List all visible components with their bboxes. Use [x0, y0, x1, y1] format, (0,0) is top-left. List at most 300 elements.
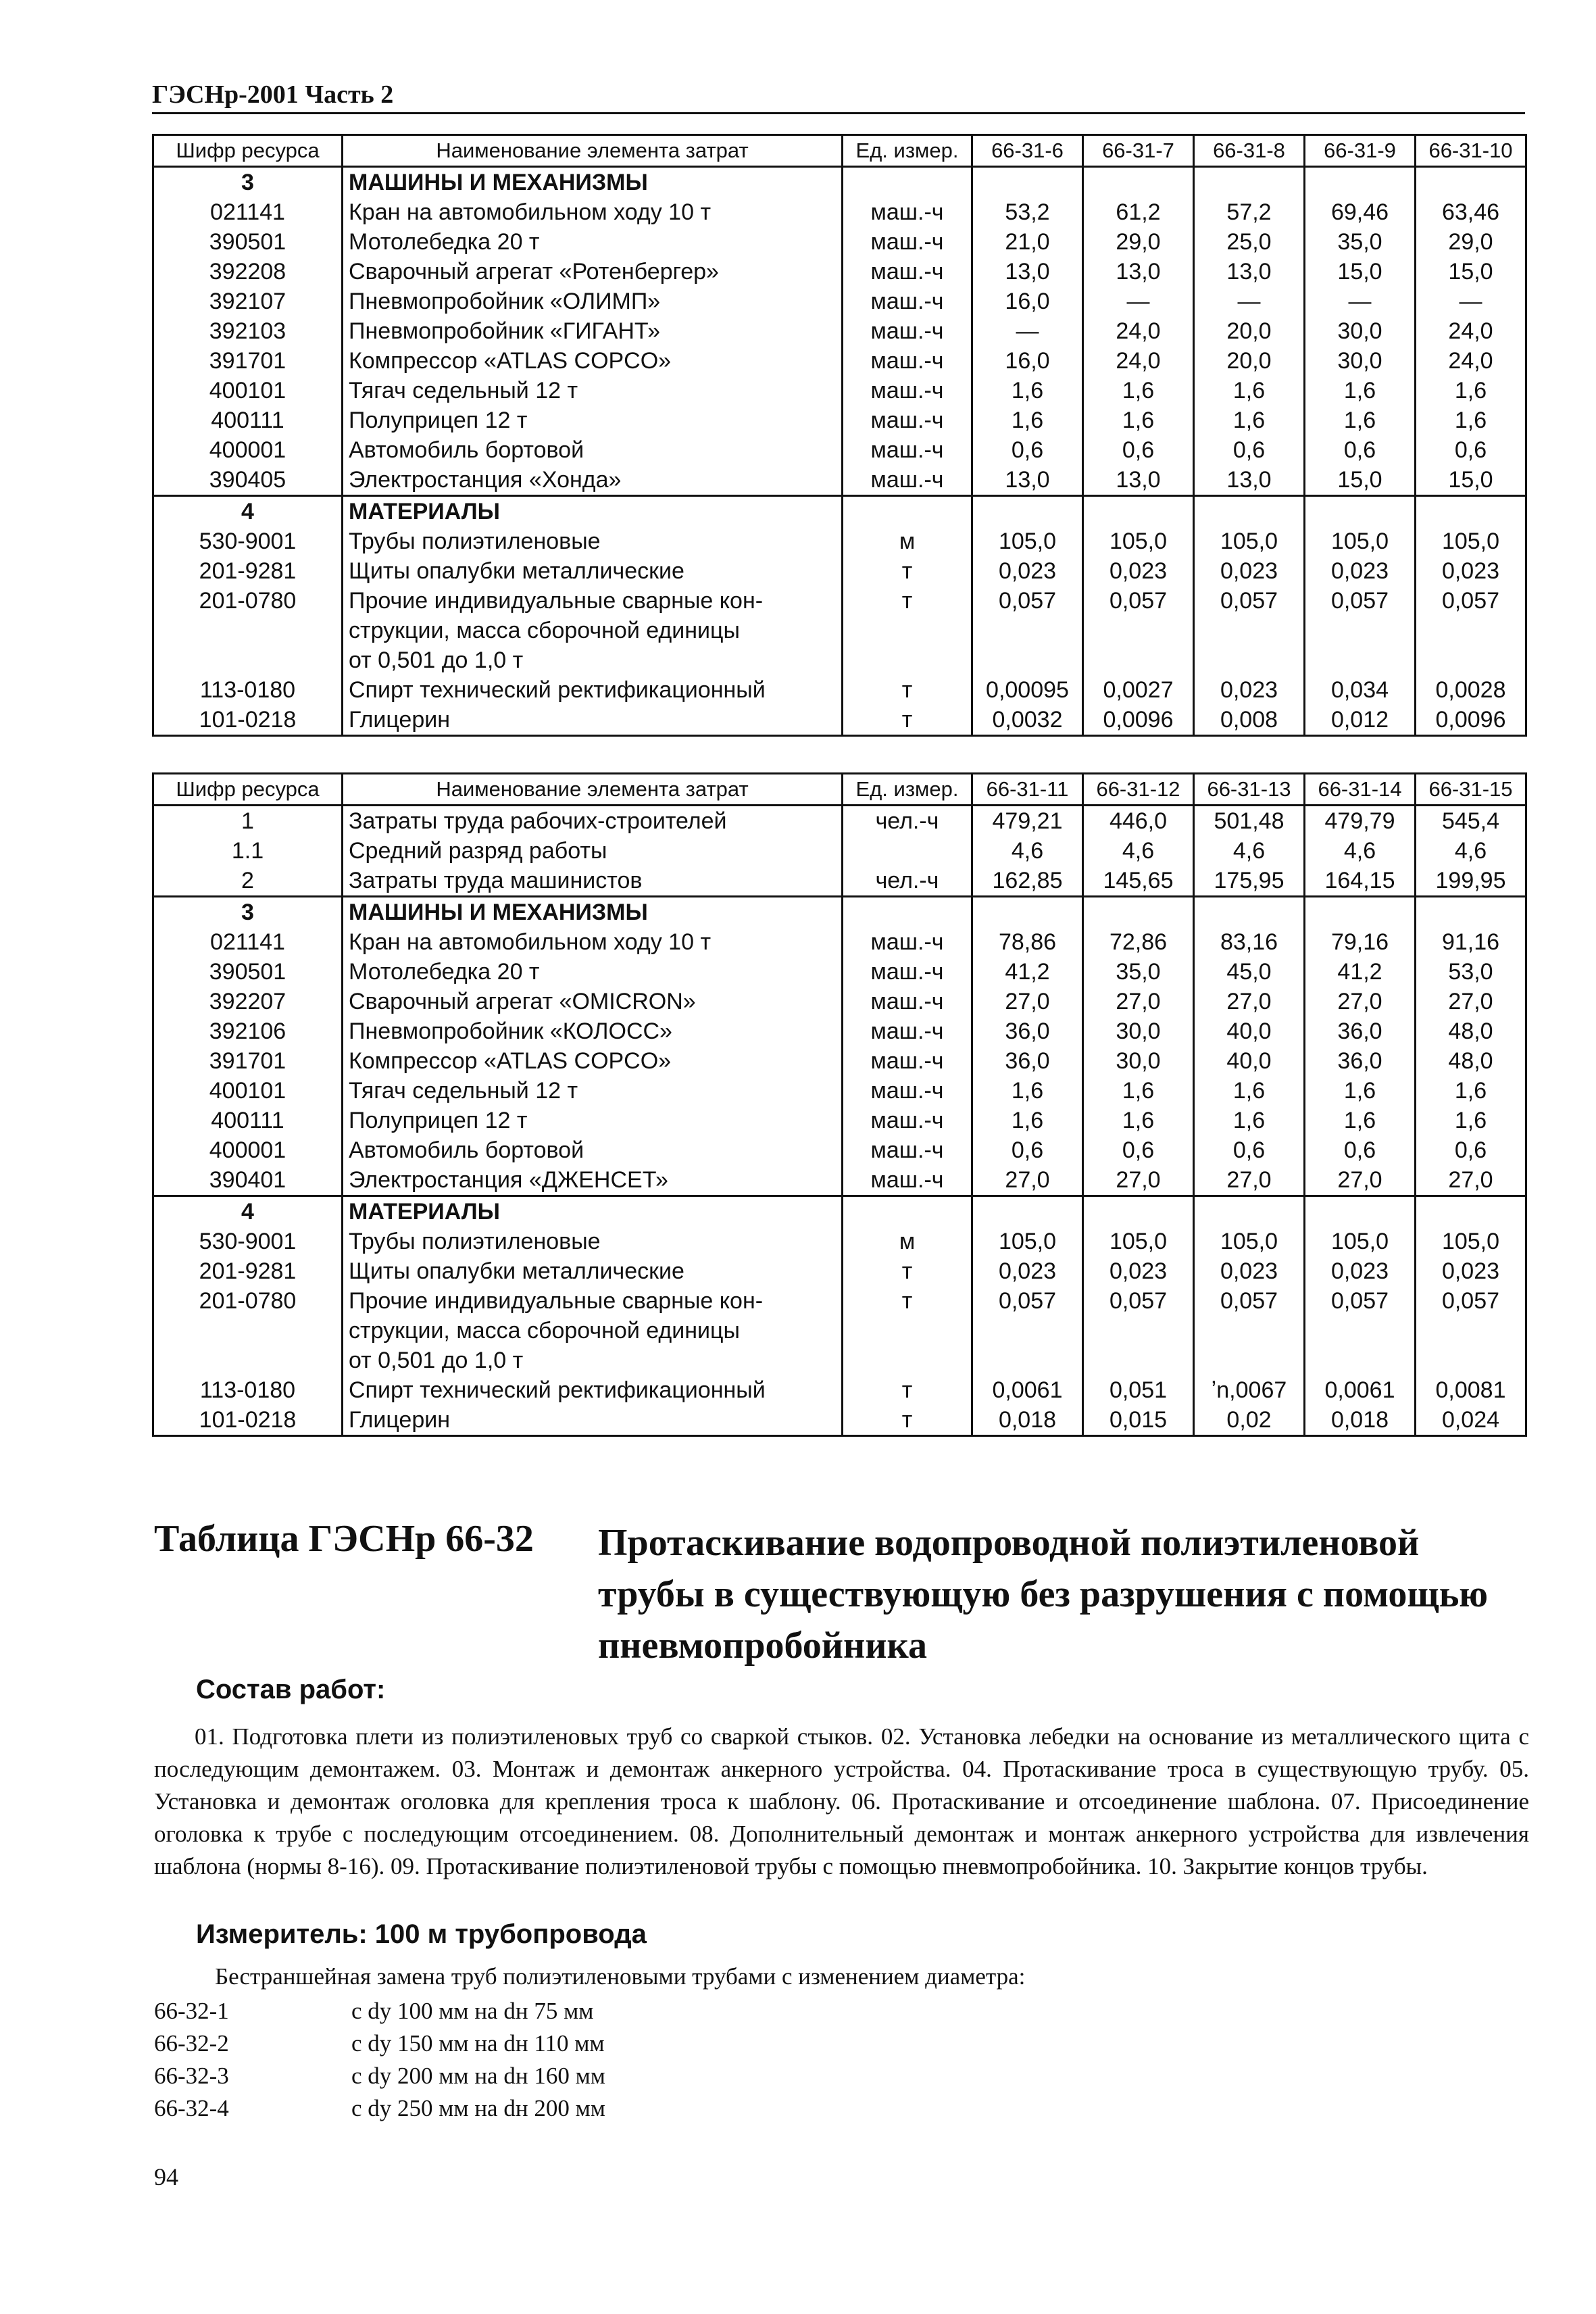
- value: 15,0: [1416, 257, 1526, 287]
- resource-name: Спирт технический ректификационный: [343, 675, 843, 705]
- value: 1,6: [1194, 405, 1305, 435]
- unit: м: [843, 1227, 972, 1256]
- value: 27,0: [972, 1165, 1083, 1196]
- value: [1416, 1316, 1526, 1346]
- resource-code: 392107: [153, 287, 343, 316]
- value: [972, 167, 1083, 198]
- unit: т: [843, 705, 972, 736]
- norm-text: с dy 250 мм на dн 200 мм: [351, 2095, 605, 2121]
- resource-code: [153, 616, 343, 645]
- resource-code: 021141: [153, 927, 343, 957]
- resource-name: Глицерин: [343, 1405, 843, 1436]
- value: 1,6: [1083, 376, 1194, 405]
- resource-table-2: [152, 772, 1527, 1437]
- value: 1,6: [1194, 376, 1305, 405]
- value: [1194, 167, 1305, 198]
- value: 0,057: [972, 1286, 1083, 1316]
- table-row: [153, 645, 1526, 675]
- resource-name: Полуприцеп 12 т: [343, 1106, 843, 1135]
- table-row: [153, 1375, 1526, 1405]
- resource-code: 101-0218: [153, 705, 343, 736]
- resource-name: Щиты опалубки металлические: [343, 1256, 843, 1286]
- resource-code: 390401: [153, 1165, 343, 1196]
- table-row: [153, 287, 1526, 316]
- value: 27,0: [972, 987, 1083, 1016]
- resource-name: Сварочный агрегат «Ротенбергер»: [343, 257, 843, 287]
- norm-code: 66-32-3: [154, 2063, 229, 2089]
- norm-item: [154, 2027, 605, 2060]
- resource-code: 400111: [153, 405, 343, 435]
- unit: т: [843, 586, 972, 616]
- resource-name: МАТЕРИАЛЫ: [343, 1196, 843, 1227]
- table-row: [153, 806, 1526, 837]
- resource-code: 3: [153, 167, 343, 198]
- resource-code: 201-9281: [153, 1256, 343, 1286]
- value: [1194, 496, 1305, 527]
- norm-code: 66-32-4: [154, 2095, 229, 2121]
- value: 105,0: [1416, 1227, 1526, 1256]
- value: 13,0: [972, 465, 1083, 496]
- unit: маш.-ч: [843, 316, 972, 346]
- resource-name: Электростанция «ДЖЕНСЕТ»: [343, 1165, 843, 1196]
- value: 20,0: [1194, 316, 1305, 346]
- value: 4,6: [1083, 836, 1194, 866]
- resource-name: Кран на автомобильном ходу 10 т: [343, 197, 843, 227]
- norm-code: 66-32-2: [154, 2030, 229, 2057]
- value: 30,0: [1305, 346, 1416, 376]
- resource-code: 113-0180: [153, 1375, 343, 1405]
- value: 83,16: [1194, 927, 1305, 957]
- resource-name: Тягач седельный 12 т: [343, 1076, 843, 1106]
- value: 27,0: [1083, 1165, 1194, 1196]
- value: [1083, 897, 1194, 928]
- header-norm-4: 66-31-9: [1305, 135, 1416, 167]
- value: 79,16: [1305, 927, 1416, 957]
- resource-name: Компрессор «ATLAS COPCO»: [343, 1046, 843, 1076]
- header-rule: [152, 112, 1525, 114]
- value: 105,0: [1194, 526, 1305, 556]
- value: 48,0: [1416, 1016, 1526, 1046]
- value: [1416, 897, 1526, 928]
- value: [1194, 645, 1305, 675]
- table-row: [153, 866, 1526, 897]
- value: [972, 1346, 1083, 1375]
- value: 1,6: [972, 1106, 1083, 1135]
- table-row: [153, 465, 1526, 496]
- resource-code: 113-0180: [153, 675, 343, 705]
- header-unit: Ед. измер.: [843, 774, 972, 806]
- value: 1,6: [1305, 1076, 1416, 1106]
- table-row: [153, 1405, 1526, 1436]
- table-row: [153, 1135, 1526, 1165]
- resource-code: 392208: [153, 257, 343, 287]
- resource-code: 391701: [153, 346, 343, 376]
- value: 16,0: [972, 346, 1083, 376]
- table-row: [153, 435, 1526, 465]
- value: 479,79: [1305, 806, 1416, 837]
- resource-code: 201-9281: [153, 556, 343, 586]
- value: 1,6: [1194, 1076, 1305, 1106]
- value: [972, 616, 1083, 645]
- resource-name: Сварочный агрегат «OMICRON»: [343, 987, 843, 1016]
- work-heading: Состав работ:: [196, 1675, 386, 1704]
- value: 53,0: [1416, 957, 1526, 987]
- unit: маш.-ч: [843, 376, 972, 405]
- value: 35,0: [1083, 957, 1194, 987]
- value: 479,21: [972, 806, 1083, 837]
- table-title: Протаскивание водопроводной полиэтиленовой трубы в существующую без разрушения с помощью пневмопробойника: [598, 1522, 1489, 1667]
- value: [1083, 1316, 1194, 1346]
- table-row: [153, 1076, 1526, 1106]
- header-name: Наименование элемента затрат: [343, 135, 843, 167]
- value: [1194, 1196, 1305, 1227]
- resource-name: от 0,501 до 1,0 т: [343, 645, 843, 675]
- value: 30,0: [1083, 1046, 1194, 1076]
- value: 0,0061: [1305, 1375, 1416, 1405]
- unit: маш.-ч: [843, 287, 972, 316]
- resource-code: 101-0218: [153, 1405, 343, 1436]
- value: 27,0: [1416, 987, 1526, 1016]
- table-row: [153, 1256, 1526, 1286]
- header-norm-5: 66-31-15: [1416, 774, 1526, 806]
- value: 1,6: [972, 376, 1083, 405]
- unit: [843, 1346, 972, 1375]
- resource-code: 392106: [153, 1016, 343, 1046]
- resource-name: Мотолебедка 20 т: [343, 227, 843, 257]
- value: 162,85: [972, 866, 1083, 897]
- table-row: [153, 987, 1526, 1016]
- resource-code: 1: [153, 806, 343, 837]
- value: 15,0: [1305, 257, 1416, 287]
- table-row: [153, 376, 1526, 405]
- resource-name: Мотолебедка 20 т: [343, 957, 843, 987]
- page-number: 94: [154, 2163, 178, 2190]
- value: 105,0: [1194, 1227, 1305, 1256]
- resource-code: 400001: [153, 435, 343, 465]
- table-row: [153, 705, 1526, 736]
- value: 0,6: [1194, 435, 1305, 465]
- value: 1,6: [1416, 1106, 1526, 1135]
- norm-item: [154, 1995, 605, 2027]
- value: [1194, 897, 1305, 928]
- value: 0,018: [972, 1405, 1083, 1436]
- table-row: [153, 526, 1526, 556]
- value: 0,6: [1305, 435, 1416, 465]
- value: 145,65: [1083, 866, 1194, 897]
- value: 16,0: [972, 287, 1083, 316]
- header-norm-4: 66-31-14: [1305, 774, 1416, 806]
- resource-name: Пневмопробойник «КОЛОСС»: [343, 1016, 843, 1046]
- value: 105,0: [1083, 1227, 1194, 1256]
- unit: маш.-ч: [843, 197, 972, 227]
- table-row: [153, 197, 1526, 227]
- table-row: [153, 1106, 1526, 1135]
- value: [1305, 496, 1416, 527]
- table-row: [153, 346, 1526, 376]
- value: 91,16: [1416, 927, 1526, 957]
- value: 0,0027: [1083, 675, 1194, 705]
- value: 13,0: [1194, 465, 1305, 496]
- value: 24,0: [1416, 346, 1526, 376]
- value: 0,057: [1194, 1286, 1305, 1316]
- unit: чел.-ч: [843, 866, 972, 897]
- value: [1416, 496, 1526, 527]
- value: 0,057: [1194, 586, 1305, 616]
- value: [1194, 1316, 1305, 1346]
- table-label: Таблица ГЭСНр 66-32: [154, 1518, 534, 1560]
- resource-code: 530-9001: [153, 1227, 343, 1256]
- value: 0,023: [1305, 556, 1416, 586]
- resource-code: 4: [153, 496, 343, 527]
- resource-name: Тягач седельный 12 т: [343, 376, 843, 405]
- resource-code: 392207: [153, 987, 343, 1016]
- table-row: [153, 836, 1526, 866]
- unit: [843, 1196, 972, 1227]
- value: 0,051: [1083, 1375, 1194, 1405]
- value: 24,0: [1083, 316, 1194, 346]
- table-row: [153, 257, 1526, 287]
- value: 35,0: [1305, 227, 1416, 257]
- value: [1416, 645, 1526, 675]
- table-header-row: [153, 774, 1526, 806]
- unit: маш.-ч: [843, 465, 972, 496]
- value: 13,0: [1194, 257, 1305, 287]
- unit: маш.-ч: [843, 1076, 972, 1106]
- resource-name: Средний разряд работы: [343, 836, 843, 866]
- unit: [843, 167, 972, 198]
- table-row: [153, 1165, 1526, 1196]
- value: 0,023: [1305, 1256, 1416, 1286]
- unit: [843, 616, 972, 645]
- table-row: [153, 1286, 1526, 1316]
- value: 27,0: [1305, 1165, 1416, 1196]
- value: 446,0: [1083, 806, 1194, 837]
- value: 0,057: [1416, 586, 1526, 616]
- unit: маш.-ч: [843, 435, 972, 465]
- value: [1305, 1346, 1416, 1375]
- value: 1,6: [972, 405, 1083, 435]
- unit: маш.-ч: [843, 405, 972, 435]
- resource-table-1: [152, 134, 1527, 737]
- table-row: [153, 1196, 1526, 1227]
- resource-name: Кран на автомобильном ходу 10 т: [343, 927, 843, 957]
- value: —: [1194, 287, 1305, 316]
- value: 48,0: [1416, 1046, 1526, 1076]
- table-row: [153, 586, 1526, 616]
- header-norm-1: 66-31-11: [972, 774, 1083, 806]
- value: [1416, 616, 1526, 645]
- value: 27,0: [1194, 987, 1305, 1016]
- value: [1083, 1196, 1194, 1227]
- unit: т: [843, 1286, 972, 1316]
- resource-code: 400101: [153, 376, 343, 405]
- table-row: [153, 675, 1526, 705]
- value: 24,0: [1416, 316, 1526, 346]
- resource-name: от 0,501 до 1,0 т: [343, 1346, 843, 1375]
- value: 4,6: [1194, 836, 1305, 866]
- value: [1083, 167, 1194, 198]
- value: [972, 1196, 1083, 1227]
- value: 0,6: [1083, 1135, 1194, 1165]
- header-cipher: Шифр ресурса: [153, 135, 343, 167]
- value: 0,6: [1305, 1135, 1416, 1165]
- resource-code: 400001: [153, 1135, 343, 1165]
- value: 40,0: [1194, 1016, 1305, 1046]
- header-norm-2: 66-31-7: [1083, 135, 1194, 167]
- value: 1,6: [1083, 1106, 1194, 1135]
- value: 0,034: [1305, 675, 1416, 705]
- value: [1083, 496, 1194, 527]
- resource-name: Электростанция «Хонда»: [343, 465, 843, 496]
- value: 0,0081: [1416, 1375, 1526, 1405]
- value: 27,0: [1416, 1165, 1526, 1196]
- table-row: [153, 1046, 1526, 1076]
- resource-name: Щиты опалубки металлические: [343, 556, 843, 586]
- value: 27,0: [1083, 987, 1194, 1016]
- resource-name: Автомобиль бортовой: [343, 1135, 843, 1165]
- table-row: [153, 957, 1526, 987]
- unit: маш.-ч: [843, 1106, 972, 1135]
- value: 0,6: [1083, 435, 1194, 465]
- value: [972, 645, 1083, 675]
- value: 501,48: [1194, 806, 1305, 837]
- value: 0,057: [1083, 1286, 1194, 1316]
- value: 61,2: [1083, 197, 1194, 227]
- value: 15,0: [1416, 465, 1526, 496]
- value: 175,95: [1194, 866, 1305, 897]
- resource-code: 3: [153, 897, 343, 928]
- value: [1305, 1196, 1416, 1227]
- value: 0,057: [972, 586, 1083, 616]
- value: 0,023: [1083, 1256, 1194, 1286]
- table-row: [153, 897, 1526, 928]
- value: 0,024: [1416, 1405, 1526, 1436]
- value: 105,0: [1083, 526, 1194, 556]
- value: [972, 897, 1083, 928]
- value: 13,0: [972, 257, 1083, 287]
- value: [1416, 1196, 1526, 1227]
- resource-name: Глицерин: [343, 705, 843, 736]
- norm-text: с dy 150 мм на dн 110 мм: [351, 2030, 605, 2057]
- value: 199,95: [1416, 866, 1526, 897]
- resource-name: Затраты труда машинистов: [343, 866, 843, 897]
- unit: т: [843, 675, 972, 705]
- resource-name: струкции, масса сборочной единицы: [343, 616, 843, 645]
- value: 36,0: [1305, 1046, 1416, 1076]
- value: 0,057: [1305, 1286, 1416, 1316]
- resource-code: [153, 645, 343, 675]
- resource-name: Пневмопробойник «ОЛИМП»: [343, 287, 843, 316]
- header-norm-2: 66-31-12: [1083, 774, 1194, 806]
- unit: маш.-ч: [843, 1165, 972, 1196]
- resource-code: 391701: [153, 1046, 343, 1076]
- unit: [843, 1316, 972, 1346]
- value: 0,6: [972, 435, 1083, 465]
- unit: маш.-ч: [843, 227, 972, 257]
- value: 1,6: [1305, 376, 1416, 405]
- resource-name: Спирт технический ректификационный: [343, 1375, 843, 1405]
- resource-code: 400111: [153, 1106, 343, 1135]
- value: [1194, 616, 1305, 645]
- value: [1083, 1346, 1194, 1375]
- value: 105,0: [1305, 1227, 1416, 1256]
- resource-code: 4: [153, 1196, 343, 1227]
- unit: [843, 836, 972, 866]
- value: 36,0: [972, 1016, 1083, 1046]
- value: 0,6: [1416, 435, 1526, 465]
- value: 29,0: [1416, 227, 1526, 257]
- resource-name: Затраты труда рабочих-строителей: [343, 806, 843, 837]
- resource-code: [153, 1316, 343, 1346]
- value: 63,46: [1416, 197, 1526, 227]
- value: 40,0: [1194, 1046, 1305, 1076]
- value: 0,023: [1083, 556, 1194, 586]
- value: 24,0: [1083, 346, 1194, 376]
- value: 41,2: [1305, 957, 1416, 987]
- resource-name: Автомобиль бортовой: [343, 435, 843, 465]
- value: 13,0: [1083, 465, 1194, 496]
- value: 72,86: [1083, 927, 1194, 957]
- value: 1,6: [1305, 1106, 1416, 1135]
- value: 0,0032: [972, 705, 1083, 736]
- resource-name: Трубы полиэтиленовые: [343, 526, 843, 556]
- value: 1,6: [1416, 405, 1526, 435]
- value: ʼn,0067: [1194, 1375, 1305, 1405]
- header-norm-5: 66-31-10: [1416, 135, 1526, 167]
- value: 1,6: [1416, 1076, 1526, 1106]
- resource-name: Полуприцеп 12 т: [343, 405, 843, 435]
- table-row: [153, 316, 1526, 346]
- value: 0,0028: [1416, 675, 1526, 705]
- value: 0,057: [1305, 586, 1416, 616]
- value: 164,15: [1305, 866, 1416, 897]
- unit: маш.-ч: [843, 957, 972, 987]
- header-norm-1: 66-31-6: [972, 135, 1083, 167]
- value: [1305, 616, 1416, 645]
- value: 0,6: [1416, 1135, 1526, 1165]
- work-composition-text: 01. Подготовка плети из полиэтиленовых труб со сваркой стыков. 02. Установка лебедки на основание из металлического щита с последующим демонтажем. 03. Монтаж и демонтаж анкерного устройства. 04. Протаскивание троса в существующую трубу. 05. Установка и демонтаж оголовка для крепления троса к шаблону. 06. Протаскивание и отсоединение шаблона. 07. Присоединение оголовка к трубе с последующим отсоединением. 08. Дополнительный демонтаж и монтаж анкерного устройства для извлечения шаблона (нормы 8-16). 09. Протаскивание полиэтиленовой трубы с помощью пневмопробойника. 10. Закрытие концов трубы.: [154, 1723, 1529, 1879]
- resource-code: 392103: [153, 316, 343, 346]
- value: 0,02: [1194, 1405, 1305, 1436]
- value: 0,023: [972, 556, 1083, 586]
- header-norm-3: 66-31-8: [1194, 135, 1305, 167]
- value: 27,0: [1194, 1165, 1305, 1196]
- table-row: [153, 927, 1526, 957]
- unit: маш.-ч: [843, 1135, 972, 1165]
- resource-name: МАШИНЫ И МЕХАНИЗМЫ: [343, 897, 843, 928]
- value: 25,0: [1194, 227, 1305, 257]
- value: 0,057: [1416, 1286, 1526, 1316]
- value: —: [1083, 287, 1194, 316]
- value: 27,0: [1305, 987, 1416, 1016]
- value: 545,4: [1416, 806, 1526, 837]
- value: 105,0: [972, 1227, 1083, 1256]
- value: [972, 1316, 1083, 1346]
- value: 4,6: [1416, 836, 1526, 866]
- replacement-note: Бестраншейная замена труб полиэтиленовыми трубами с изменением диаметра:: [215, 1963, 1026, 1990]
- value: [1083, 616, 1194, 645]
- value: 1,6: [1083, 1076, 1194, 1106]
- value: 0,057: [1083, 586, 1194, 616]
- value: 78,86: [972, 927, 1083, 957]
- value: 105,0: [972, 526, 1083, 556]
- value: 13,0: [1083, 257, 1194, 287]
- value: 0,023: [1194, 556, 1305, 586]
- resource-name: Компрессор «ATLAS COPCO»: [343, 346, 843, 376]
- unit: м: [843, 526, 972, 556]
- resource-code: 201-0780: [153, 1286, 343, 1316]
- value: 1,6: [1194, 1106, 1305, 1135]
